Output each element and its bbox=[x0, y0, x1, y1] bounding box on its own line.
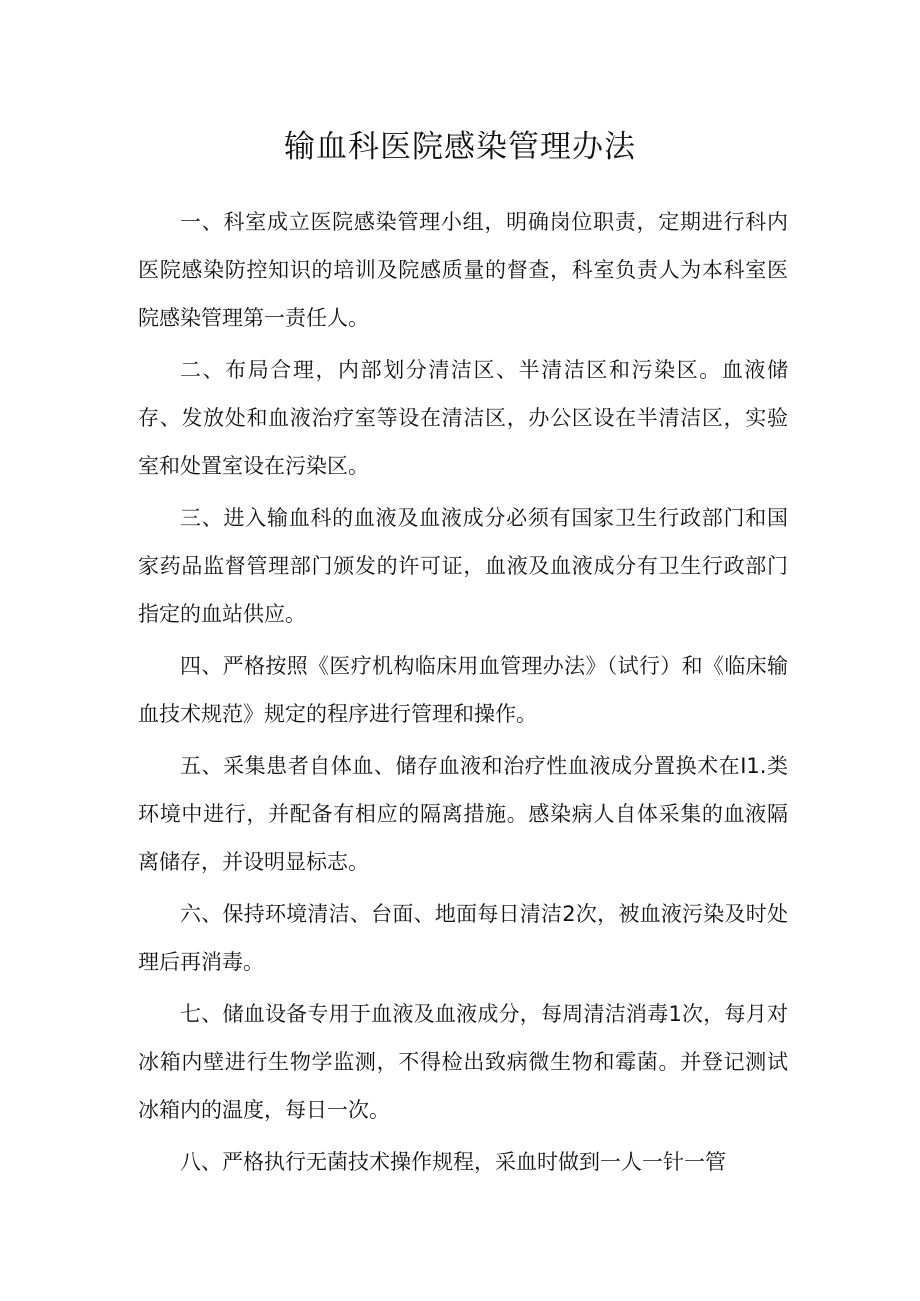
paragraph-7: 七、储血设备专用于血液及血液成分，每周清洁消毒1次，每月对冰箱内壁进行生物学监测，不得检出致病微生物和霉菌。并登记测试冰箱内的温度，每日一次。 bbox=[138, 1002, 788, 1122]
document-title: 输血科医院感染管理办法 bbox=[284, 129, 636, 165]
paragraph-3: 三、进入输血科的血液及血液成分必须有国家卫生行政部门和国家药品监督管理部门颁发的许可证，血液及血液成分有卫生行政部门指定的血站供应。 bbox=[138, 506, 788, 626]
paragraph-4: 四、严格按照《医疗机构临床用血管理办法》（试行）和《临床输血技术规范》规定的程序进行管理和操作。 bbox=[138, 654, 788, 726]
document-body bbox=[138, 198, 788, 1186]
paragraph-5: 五、采集患者自体血、储存血液和治疗性血液成分置换术在I1.类环境中进行，并配备有相应的隔离措施。感染病人自体采集的血液隔离储存，并设明显标志。 bbox=[138, 754, 788, 874]
paragraph-6: 六、保持环境清洁、台面、地面每日清洁2次，被血液污染及时处理后再消毒。 bbox=[138, 902, 788, 974]
paragraph-8: 八、严格执行无菌技术操作规程，采血时做到一人一针一管 bbox=[180, 1150, 726, 1174]
paragraph-2: 二、布局合理，内部划分清洁区、半清洁区和污染区。血液储存、发放处和血液治疗室等设在清洁区，办公区设在半清洁区，实验室和处置室设在污染区。 bbox=[138, 358, 788, 478]
paragraph-1: 一、科室成立医院感染管理小组，明确岗位职责，定期进行科内医院感染防控知识的培训及院感质量的督查，科室负责人为本科室医院感染管理第一责任人。 bbox=[138, 210, 788, 330]
